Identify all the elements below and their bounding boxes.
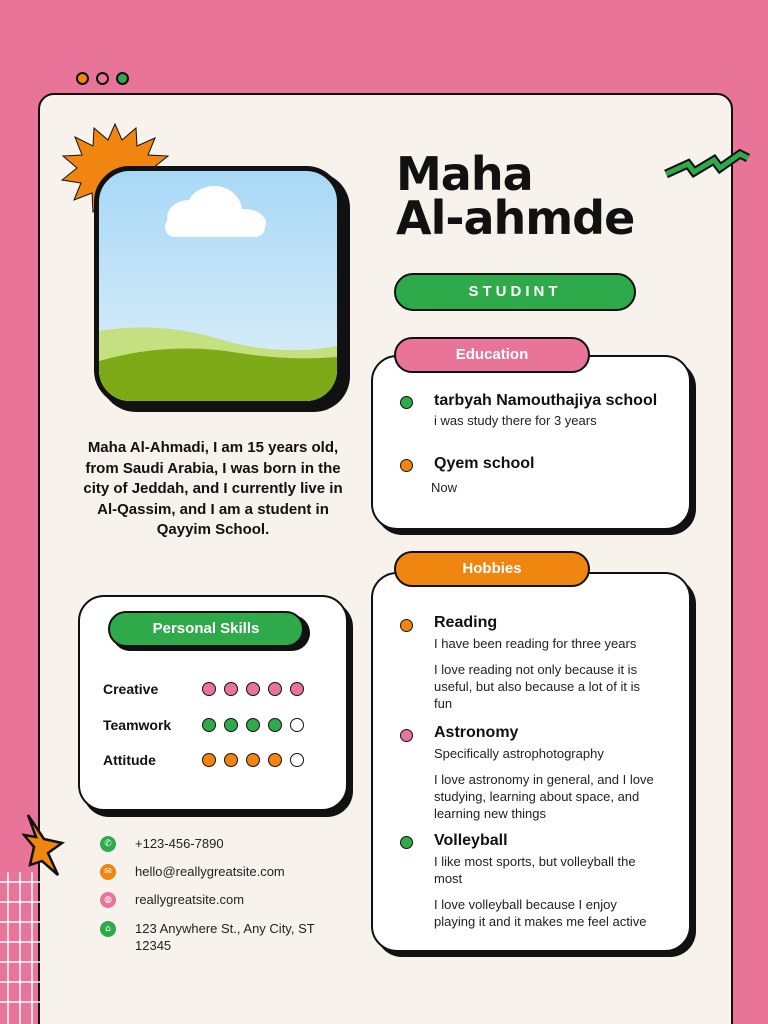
- pink-dot-icon: [96, 72, 109, 85]
- hobby-text: I have been reading for three years: [434, 636, 637, 651]
- grid-decoration-icon: [0, 872, 40, 1024]
- bio-text: Maha Al-Ahmadi, I am 15 years old, from Saudi Arabia, I was born in the city of Jeddah, and I currently live in Al-Qassim, and I am a student in Qayyim School.: [83, 439, 343, 538]
- skill-rating: [202, 682, 304, 696]
- hobbies-box: [371, 572, 691, 952]
- education-title: tarbyah Namouthajiya school: [434, 392, 658, 409]
- home-icon: ⌂: [100, 921, 116, 937]
- rating-dot-icon: [268, 682, 282, 696]
- hobby-bullet-icon: [400, 619, 413, 632]
- rating-dot-icon: [202, 718, 216, 732]
- email-icon: ✉: [100, 864, 116, 880]
- skill-rating: [202, 718, 304, 732]
- education-bullet-icon: [400, 396, 413, 409]
- rating-dot-icon: [224, 718, 238, 732]
- phone-icon: ✆: [100, 836, 116, 852]
- green-dot-icon: [116, 72, 129, 85]
- hobby-text: I love reading not only because it is useful, but also because a lot of it is fun: [434, 662, 640, 711]
- rating-dot-icon: [268, 753, 282, 767]
- rating-dot-icon: [224, 682, 238, 696]
- hobby-text: I love volleyball because I enjoy playing it and it makes me feel active: [434, 897, 647, 929]
- skill-name: Creative: [103, 681, 159, 697]
- full-name: [396, 147, 635, 245]
- skill-rating: [202, 753, 304, 767]
- contact-address: [100, 920, 315, 954]
- rating-dot-icon: [246, 753, 260, 767]
- hobby-bullet-icon: [400, 836, 413, 849]
- spark-icon: [22, 813, 68, 877]
- contact-phone[interactable]: [100, 835, 224, 852]
- education-label: Education: [394, 337, 590, 373]
- hobby-bullet-icon: [400, 729, 413, 742]
- email-text: hello@reallygreatsite.com: [135, 864, 285, 879]
- rating-dot-icon: [202, 753, 216, 767]
- hobbies-label: Hobbies: [394, 551, 590, 587]
- skills-label: Personal Skills: [108, 611, 304, 647]
- rating-dot-icon: [246, 682, 260, 696]
- zigzag-icon: [662, 140, 752, 182]
- rating-dot-icon: [224, 753, 238, 767]
- education-text: Now: [431, 480, 458, 495]
- rating-dot-icon: [290, 753, 304, 767]
- education-title: Qyem school: [434, 455, 535, 472]
- hobby-title: Volleyball: [434, 832, 508, 849]
- hobby-text: I like most sports, but volleyball the most: [434, 854, 636, 886]
- education-bullet-icon: [400, 459, 413, 472]
- first-name: Maha: [396, 147, 533, 201]
- rating-dot-icon: [290, 718, 304, 732]
- orange-dot-icon: [76, 72, 89, 85]
- education-box: [371, 355, 691, 530]
- role-badge: STUDINT: [394, 273, 636, 311]
- rating-dot-icon: [246, 718, 260, 732]
- hobby-title: Astronomy: [434, 724, 519, 741]
- window-dots: [76, 72, 129, 85]
- profile-photo: [94, 166, 342, 406]
- hobby-text: I love astronomy in general, and I love studying, learning about space, and learning new things: [434, 772, 654, 821]
- hobby-title: Reading: [434, 614, 498, 631]
- hobby-text: Specifically astrophotography: [434, 746, 604, 761]
- contact-email[interactable]: [100, 863, 285, 880]
- last-name: Al-ahmde: [396, 191, 635, 245]
- website-text: reallygreatsite.com: [135, 892, 245, 907]
- skill-name: Attitude: [103, 752, 156, 768]
- rating-dot-icon: [268, 718, 282, 732]
- landscape-icon: [99, 171, 337, 401]
- skill-name: Teamwork: [103, 717, 172, 733]
- phone-text: +123-456-7890: [135, 836, 224, 851]
- education-text: i was study there for 3 years: [434, 413, 597, 428]
- rating-dot-icon: [202, 682, 216, 696]
- globe-icon: ◍: [100, 892, 116, 908]
- rating-dot-icon: [290, 682, 304, 696]
- contact-website[interactable]: [100, 891, 244, 908]
- address-text: 123 Anywhere St., Any City, ST 12345: [135, 921, 315, 953]
